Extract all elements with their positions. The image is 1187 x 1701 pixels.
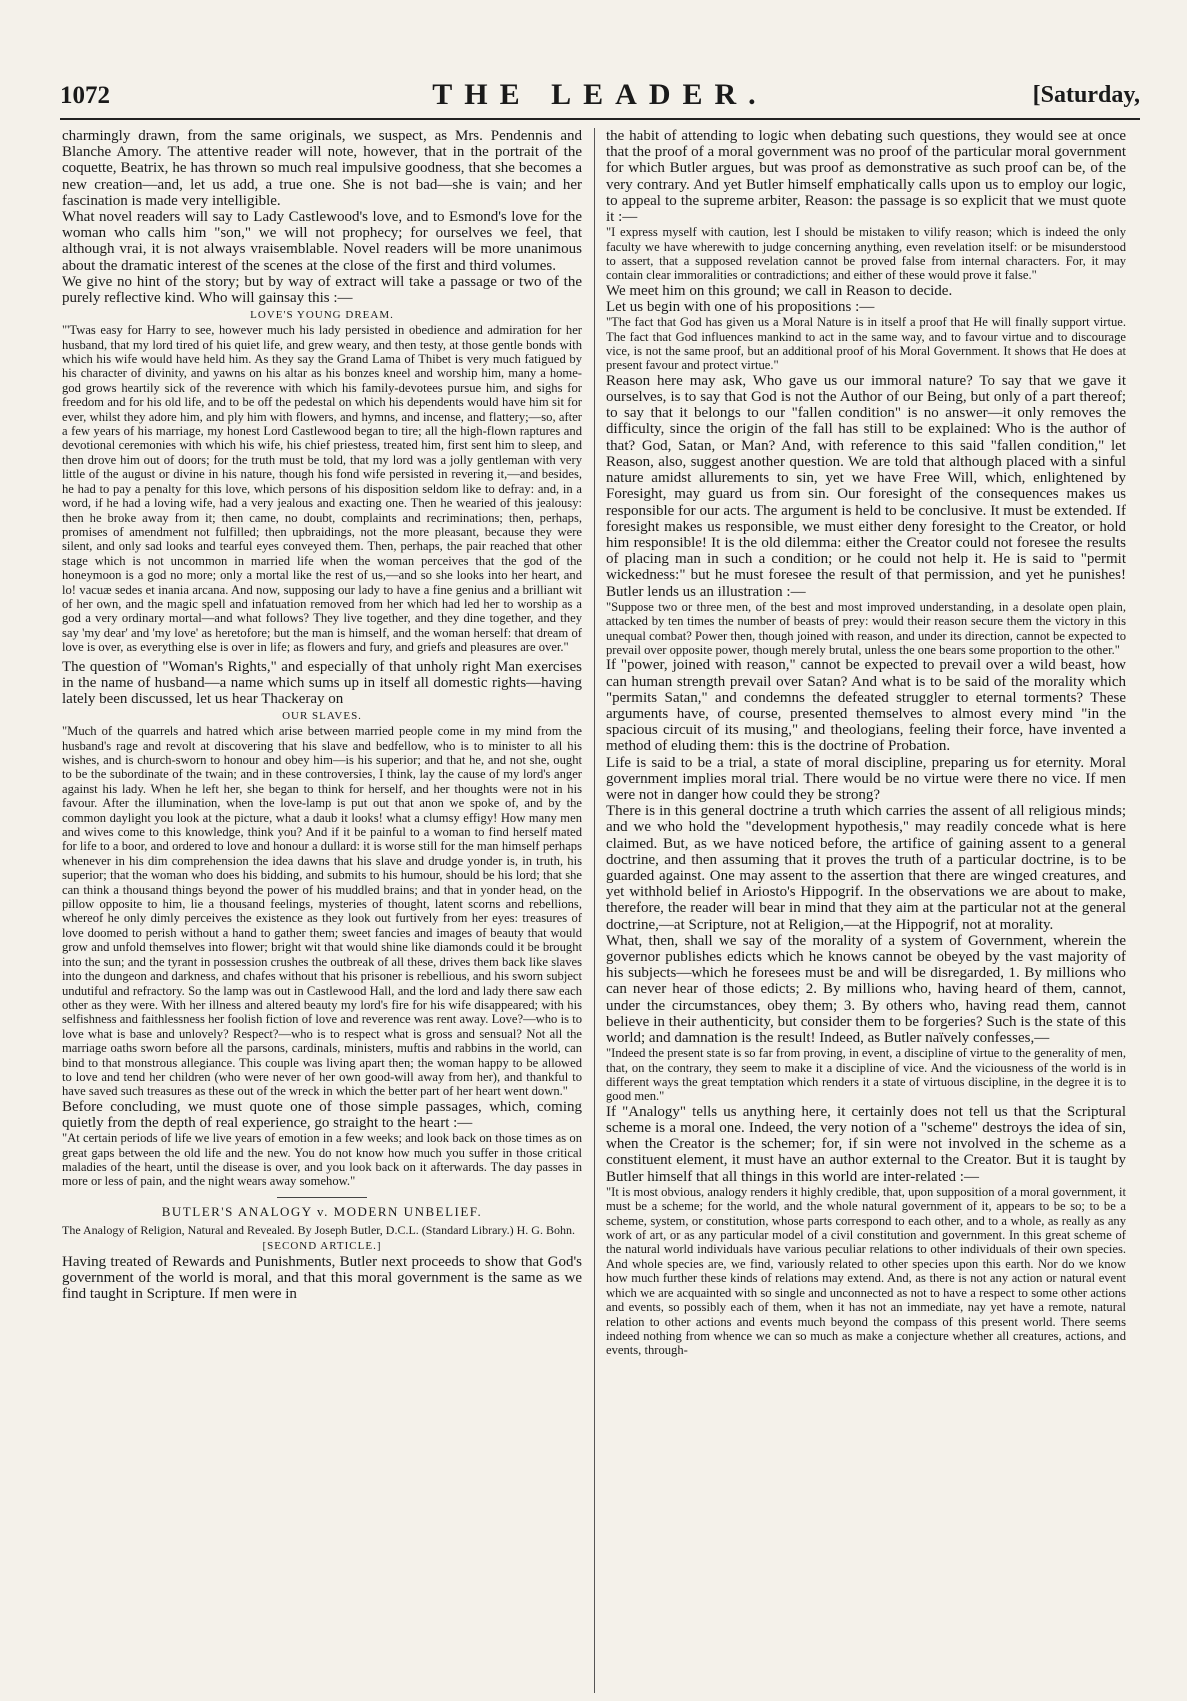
block-quote: "It is most obvious, analogy renders it highly credible, that, upon supposition of a moral government, it must be a scheme; for the world, and the whole natural government of it, appears to be so; to be a scheme, system, or constitution, whose parts correspond to each other, and to a whole, as really as any work of art, or as any particular model of a civil constitution and government. In this great scheme of the natural world individuals have various peculiar relations to other individuals of their own species. And whole species are, we find, variously related to other species upon this earth. Nor do we know how much further these kinds of relations may extend. And, as there is not any action or natural event which we are acquainted with so single and unconnected as not to have a respect to some other actions and events, so possibly each of them, when it has not an immediate, nay yet have a remote, natural relation to other actions and events much beyond the compass of this present world. There seems indeed nothing from whence we can so much as make a conjecture whether all creatures, actions, and events, through- bbox=[606, 1184, 1126, 1358]
paragraph: Reason here may ask, Who gave us our immoral nature? To say that we gave it ourselves, is to say that God is not the Author of our Being, but only of a part thereof; to say that it belongs to our "fallen condition" is no answer—it only removes the difficulty, since the origin of the fall has still to be explained: Who is the author of that? God, Satan, or Man? And, with reference to this said "fallen condition," let Reason, also, suggest another question. We are told that although placed with a sinful nature amidst allurements to sin, yet we have Free Will, which, enlightened by Foresight, may guard us from sin. Our foresight of the consequences makes us responsible for our acts. The argument is held to be conclusive. It must be extended. If foresight makes us responsible, we must either deny foresight to the Creator, or hold him responsible! It is the old dilemma: either the Creator could not foresee the results of placing man in such a condition; or he could not help it. He is said to "permit wickedness:" but he must foresee the result of that permission, and yet he punishes! Butler lends us an illustration :— bbox=[606, 372, 1126, 600]
paragraph: Life is said to be a trial, a state of moral discipline, preparing us for eternity. Moral government implies moral trial. There would be no virtue were there no vice. If men were not in danger how could they be strong? bbox=[606, 754, 1126, 803]
left-column bbox=[62, 128, 582, 1693]
article-heading: BUTLER'S ANALOGY v. MODERN UNBELIEF. bbox=[161, 1203, 483, 1219]
block-quote: "'Twas easy for Harry to see, however much his lady persisted in obedience and admiration for her husband, that my lord tired of his quiet life, and grew weary, and then testy, at those gentle bonds with which his wife would have held him. As they say the Grand Lama of Thibet is very much fatigued by his character of divinity, and yawns on his altar as his bonzes kneel and worship him, many a home-god grows heartily sick of the reverence with which his family-devotees pursue him, and sighs for freedom and for his old life, and to be off the pedestal on which his dependents would have him sit for ever, whilst they adore him, and ply him with flowers, and hymns, and incense, and flattery;—so, after a few years of his marriage, my honest Lord Castlewood began to tire; all the high-flown raptures and devotional ceremonies with which his wife, his chief priestess, treated him, first sent him to sleep, and then drove him out of doors; for the truth must be told, that my lord was a jolly gentleman with very little of the august or divine in his nature, though his fond wife persisted in revering it,—and besides, he had to pay a penalty for this love, which persons of his disposition seldom like to defray: and, in a word, if he had a loving wife, had a very jealous and exacting one. Then he wearied of this jealousy: then he broke away from it; then came, no doubt, complaints and recriminations; then, perhaps, promises of amendment not fulfilled; then upbraidings, not the more pleasant, because they were silent, and only sad looks and tearful eyes conveyed them. Then, perhaps, the pair reached that other stage which is not uncommon in married life when the woman perceives that the god of the honeymoon is a god no more; only a mortal like the rest of us,—and so she looks into her heart, and lo! vacuæ sedes et inania arcana. And now, supposing our lady to have a fine genius and a brilliant wit of her own, and the magic spell and infatuation removed from her which had led her to worship as a god a very ordinary mortal—and what follows? They live together, and they dine together, and they say 'my dear' and 'my love' as heretofore; but the man is himself, and the woman herself: that dream of love is over, as everything else is over in life; as flowers and fury, and griefs and pleasures are over." bbox=[62, 323, 582, 655]
paragraph: charmingly drawn, from the same originals, we suspect, as Mrs. Pendennis and Blanche Amory. The attentive reader will note, however, that in the portrait of the coquette, Beatrix, he has thrown so much real impulsive goodness, that she becomes a new creation—and, let us add, a true one. She is not bad—she is vain; and her fascination is made very intelligible. bbox=[62, 128, 582, 209]
section-subtitle: LOVE'S YOUNG DREAM. bbox=[250, 309, 394, 322]
paragraph: Having treated of Rewards and Punishments, Butler next proceeds to show that God's government of the world is moral, and that this moral government is the same as we find taught in Scripture. If men were in bbox=[62, 1253, 582, 1303]
block-quote: "Indeed the present state is so far from proving, in event, a discipline of virtue to the generality of men, that, on the contrary, they seem to make it a discipline of vice. And the viciousness of the world is in different ways the great temptation which renders it a state of virtuous discipline, in the degree it is to good men." bbox=[606, 1046, 1126, 1104]
paragraph: The question of "Woman's Rights," and especially of that unholy right Man exercises in the name of husband—a name which sums up in itself all domestic rights—having lately been discussed, let us hear Thackeray on bbox=[62, 658, 582, 707]
block-quote: "Suppose two or three men, of the best and most improved understanding, in a desolate open plain, attacked by ten times the number of beasts of prey: would their reason secure them the victory in this unequal combat? Power then, though joined with reason, and under its direction, cannot be expected to prevail over opposite power, though merely brutal, unless the one bears some proportion to the other." bbox=[606, 599, 1126, 657]
book-citation: The Analogy of Religion, Natural and Revealed. By Joseph Butler, D.C.L. (Standard Library.) H. G. Bohn. bbox=[62, 1222, 575, 1237]
paragraph: What, then, shall we say of the morality of a system of Government, wherein the governor publishes edicts which he knows cannot be obeyed by the vast majority of his subjects—which he foresees must be and will be disregarded, 1. By millions who can never hear of those edicts; 2. By millions who, having heard of them, cannot, under the circumstances, obey them; 3. By others who, having read them, cannot believe in their authenticity, but consider them to be forgeries? Such is the state of this world; and damnation is the result! Indeed, as Butler naïvely confesses,— bbox=[606, 932, 1126, 1047]
masthead bbox=[60, 78, 1140, 120]
paragraph: If "power, joined with reason," cannot be expected to prevail over a wild beast, how can human strength prevail over Satan? And what is to be said of the morality which "permits Satan," and condemns the defeated struggler to eternal torments? These arguments have, of course, presented themselves to almost every mind "in the spacious circuit of its musing," and theologians, feeling their force, have invented a method of eluding them: this is the doctrine of Probation. bbox=[606, 657, 1126, 755]
issue-day: [Saturday, bbox=[1032, 82, 1140, 108]
block-quote: "The fact that God has given us a Moral Nature is in itself a proof that He will finally support virtue. The fact that God influences mankind to act in the same way, and to favour virtue and to discourage vice, is not the same proof, but an additional proof of his Moral Government. It shows that He does at present favour and protect virtue." bbox=[606, 315, 1126, 373]
right-column bbox=[606, 128, 1126, 1693]
block-quote: "Much of the quarrels and hatred which arise between married people come in my mind from the husband's rage and revolt at discovering that his slave and bedfellow, who is to minister to all his wishes, and is church-sworn to honour and obey him—is his superior; and that he, and not she, ought to be the subordinate of the twain; and in these controversies, I think, lay the cause of my lord's anger against his lady. When he left her, she began to think for herself, and her thoughts were not in his favour. After the illumination, when the love-lamp is put out that anon we spoke of, and by the common daylight you look at the picture, what a daub it looks! what a clumsy effigy! How many men and wives come to this knowledge, think you? And if it be painful to a woman to find herself mated for life to a boor, and ordered to love and honour a dullard: it is worse still for the man himself perhaps whenever in his dim comprehension the idea dawns that his slave and drudge yonder is, in truth, his superior; that the woman who does his bidding, and submits to his humour, should be his lord; that she can think a thousand things beyond the power of his muddled brains; and that in yonder head, on the pillow opposite to him, lie a thousand feelings, mysteries of thought, latent scorns and rebellions, whereof he only dimly perceives the existence as they look out furtively from her eyes: treasures of love doomed to perish without a hand to gather them; sweet fancies and images of beauty that would grow and unfold themselves into flower; bright wit that would shine like diamonds could it be brought into the sun; and the tyrant in possession crushes the outbreak of all these, drives them back like slaves into the dungeon and darkness, and chafes without that his prisoner is rebellious, and his sworn subject undutiful and refractory. So the lamp was out in Castlewood Hall, and the lord and lady there saw each other as they were. With her illness and altered beauty my lord's fire for his wife disappeared; with his selfishness and faithlessness her foolish fiction of love and reverence was rent away. Love?—who is to love what is base and unlovely? Respect?—who is to respect what is gross and sensual? Not all the marriage oaths sworn before all the parsons, cardinals, ministers, muftis and rabbins in the world, can bind to that monstrous allegiance. This couple was living apart then; the woman happy to be allowed to love and tend her children (who were never of her own good-will away from her), and thankful to have saved such treasures as these out of the wreck in which the better part of her heart went down." bbox=[62, 724, 582, 1099]
block-quote: "I express myself with caution, lest I should be mistaken to vilify reason; which is indeed the only faculty we have wherewith to judge concerning anything, even revelation itself: or be misunderstood to assert, that a supposed revelation cannot be proved false from internal characters. For, it may contain clear immoralities or contradictions; and either of these would prove it false." bbox=[606, 225, 1126, 283]
paragraph: We meet him on this ground; we call in Reason to decide. bbox=[606, 282, 953, 299]
paragraph: If "Analogy" tells us anything here, it certainly does not tell us that the Scriptural scheme is a moral one. Indeed, the very notion of a "scheme" destroys the idea of sin, when the Creator is the schemer; for, if sin were not involved in the scheme as a constituent element, it must have an author external to the Creator. But it is taught by Butler himself that all things in this world are inter-related :— bbox=[606, 1103, 1126, 1185]
paragraph: We give no hint of the story; but by way of extract will take a passage or two of the purely reflective kind. Who will gainsay this :— bbox=[62, 273, 582, 307]
paragraph: What novel readers will say to Lady Castlewood's love, and to Esmond's love for the woman who calls him "son," we will not prophecy; for ourselves we feel, that although vrai, it is not always vraisemblable. Novel readers will be more unanimous about the dramatic interest of the scenes at the close of the first and third volumes. bbox=[62, 209, 582, 274]
section-subtitle: OUR SLAVES. bbox=[282, 710, 362, 723]
article-part-label: [SECOND ARTICLE.] bbox=[262, 1239, 382, 1252]
paragraph: Before concluding, we must quote one of those simple passages, which, coming quietly from the depth of real experience, go straight to the heart :— bbox=[62, 1098, 582, 1131]
paragraph: Let us begin with one of his propositions :— bbox=[606, 299, 875, 316]
section-rule bbox=[277, 1197, 367, 1198]
column-divider bbox=[594, 128, 595, 1693]
page-number: 1072 bbox=[60, 82, 110, 109]
paragraph: There is in this general doctrine a truth which carries the assent of all religious minds; and we who hold the "development hypothesis," may readily concede what is here claimed. But, as we have noticed before, the artifice of gaining assent to a general doctrine, and then assuming that it proves the truth of a particular doctrine, is to be guarded against. One may assent to the assertion that there are winged creatures, and yet withhold belief in Ariosto's Hippogrif. In the observations we are about to make, therefore, the reader will bear in mind that they aim at the particular not at the general doctrine,—at Scripture, not at Religion,—at the Hippogrif, not at morality. bbox=[606, 803, 1126, 933]
paragraph: the habit of attending to logic when debating such questions, they would see at once that the proof of a moral government was no proof of the particular moral government for which Butler argues, but was proof as demonstrative as such proof can be, of the very contrary. And yet Butler himself emphatically calls upon us to employ our logic, to appeal to the supreme arbiter, Reason: the passage is so explicit that we must quote it :— bbox=[606, 128, 1126, 226]
newspaper-title: THE LEADER. bbox=[432, 78, 768, 111]
block-quote: "At certain periods of life we live years of emotion in a few weeks; and look back on those times as on great gaps between the old life and the new. You do not know how much you suffer in those critical maladies of the heart, until the disease is over, and you look back on it afterwards. The day passes in more or less of pain, and the night wears away somehow." bbox=[62, 1131, 582, 1189]
